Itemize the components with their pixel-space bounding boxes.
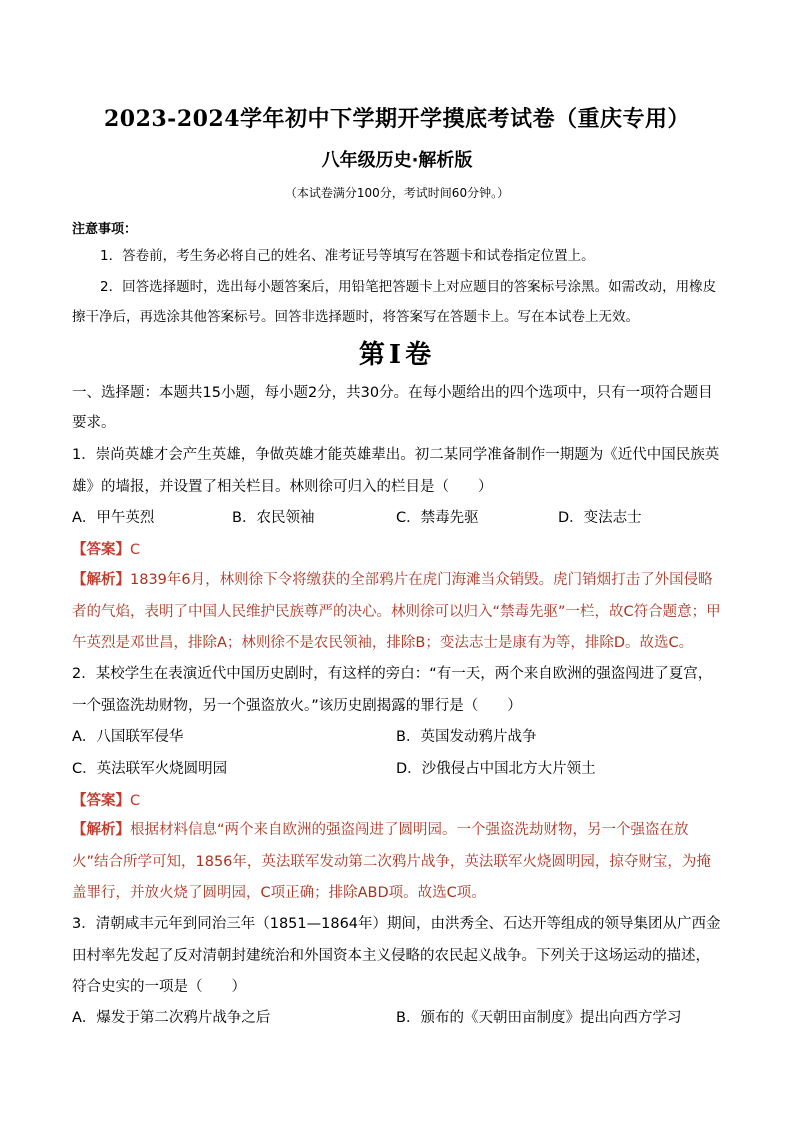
note-item-1: 1．答卷前，考生务必将自己的姓名、准考证号等填写在答题卡和试卷指定位置上。 (100, 248, 595, 264)
q2-option-d: D．沙俄侵占中国北方大片领土 (396, 761, 596, 777)
q1-option-a: A．甲午英烈 (72, 510, 155, 526)
question-2-options-row2 (72, 757, 724, 788)
question-2-stem: 2．某校学生在表演近代中国历史剧时，有这样的旁白：“有一天，两个来自欧洲的强盗闯进了夏宫，一个强盗洗劫财物，另一个强盗放火。”该历史剧揭露的罪行是（ ） (72, 666, 713, 714)
analysis-tag: 【解析】 (72, 572, 130, 588)
q1-answer (72, 538, 140, 559)
q2-answer (72, 789, 140, 810)
q3-option-a: A．爆发于第二次鸦片战争之后 (72, 1010, 271, 1026)
q2-option-b: B．英国发动鸦片战争 (396, 729, 537, 745)
note-item-2: 2．回答选择题时，选出每小题答案后，用铅笔把答题卡上对应题目的答案标号涂黑。如需改动，用橡皮擦干净后，再选涂其他答案标号。回答非选择题时，将答案写在答题卡上。写在本试卷上无效。 (72, 279, 717, 325)
exam-title: 2023-2024学年初中下学期开学摸底考试卷（重庆专用） (103, 106, 691, 132)
q3-option-b: B．颁布的《天朝田亩制度》提出向西方学习 (396, 1010, 682, 1026)
answer-tag: 【答案】 (72, 542, 130, 558)
exam-subtitle: 八年级历史·解析版 (321, 150, 473, 171)
q1-option-c: C．禁毒先驱 (396, 510, 479, 526)
q1-option-d: D．变法志士 (558, 510, 642, 526)
question-2-options (72, 725, 724, 756)
analysis-tag: 【解析】 (72, 822, 130, 838)
question-1-options (72, 506, 724, 537)
volume-heading: 第Ⅰ卷 (358, 340, 436, 370)
q2-option-a: A．八国联军侵华 (72, 729, 184, 745)
q2-option-c: C．英法联军火烧圆明园 (72, 761, 228, 777)
question-3-stem: 3．清朝咸丰元年到同治三年（1851—1864年）期间，由洪秀全、石达开等组成的领导集团从广西金田村率先发起了反对清朝封建统治和外国资本主义侵略的农民起义战争。下列关于这场运动的描述，符合史实的一项是（ ） (72, 916, 721, 995)
answer-tag: 【答案】 (72, 793, 130, 809)
analysis-text: 1839年6月，林则徐下令将缴获的全部鸦片在虎门海滩当众销毁。虎门销烟打击了外国侵略者的气焰，表明了中国人民维护民族尊严的决心。林则徐可以归入“禁毒先驱”一栏，故C符合题意；甲午英烈是邓世昌，排除A；林则徐不是农民领袖，排除B；变法志士是康有为等，排除D。故选C。 (72, 572, 721, 651)
answer-value: C (130, 793, 141, 809)
score-note: （本试卷满分100分，考试时间60分钟。） (284, 186, 510, 200)
section-intro: 一、选择题：本题共15小题，每小题2分，共30分。在每小题给出的四个选项中，只有一项符合题目要求。 (72, 385, 713, 431)
q2-analysis (72, 815, 724, 910)
q1-option-b: B．农民领袖 (232, 510, 315, 526)
notes-heading: 注意事项： (72, 222, 138, 237)
analysis-text: 根据材料信息“两个来自欧洲的强盗闯进了圆明园。一个强盗洗劫财物，另一个强盗在放火”结合所学可知，1856年，英法联军发动第二次鸦片战争，英法联军火烧圆明园，掠夺财宝，为掩盖罪行，并放火烧了圆明园，C项正确；排除ABD项。故选C项。 (72, 822, 711, 901)
question-1-stem: 1．崇尚英雄才会产生英雄，争做英雄才能英雄辈出。初二某同学准备制作一期题为《近代中国民族英雄》的墙报，并设置了相关栏目。林则徐可归入的栏目是（ ） (72, 447, 720, 495)
answer-value: C (130, 542, 141, 558)
question-3-options (72, 1006, 724, 1037)
q1-analysis (72, 565, 724, 660)
